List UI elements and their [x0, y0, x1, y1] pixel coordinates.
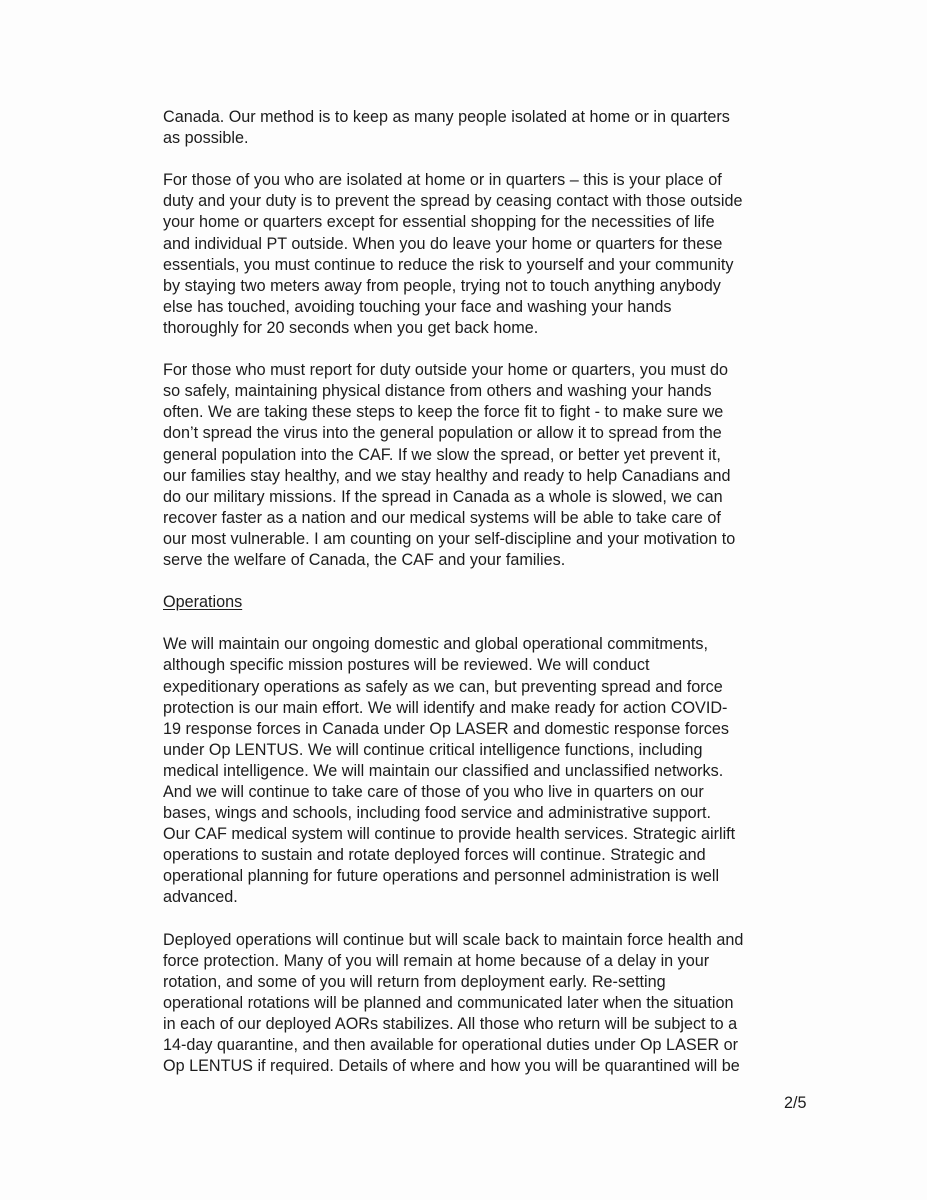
text-line: Canada. Our method is to keep as many people isolated at home or in quarters: [163, 108, 730, 126]
document-body: [163, 107, 823, 1077]
text-line: although specific mission postures will be reviewed. We will conduct: [163, 656, 650, 675]
heading-text: Operations: [163, 593, 243, 612]
text-line: by staying two meters away from people, trying not to touch anything anybody: [163, 276, 721, 295]
text-line: For those who must report for duty outside your home or quarters, you must do: [163, 361, 729, 380]
text-line: and individual PT outside. When you do leave your home or quarters for these: [163, 234, 723, 253]
paragraph-gap: [163, 149, 823, 170]
text-line: do our military missions. If the spread in Canada as a whole is slowed, we can: [163, 487, 723, 506]
text-line: operational planning for future operations and personnel administration is well: [163, 867, 720, 886]
page-number: 2/5: [784, 1094, 807, 1112]
paragraph-gap: [163, 339, 823, 360]
text-line: advanced.: [163, 888, 238, 907]
paragraph: [163, 930, 823, 1078]
text-line: often. We are taking these steps to keep the force fit to fight - to make sure we: [163, 403, 724, 422]
paragraph-gap: [163, 571, 823, 592]
text-line: And we will continue to take care of those of you who live in quarters on our: [163, 783, 704, 801]
text-line: Op LENTUS if required. Details of where and how you will be quarantined will be: [163, 1057, 740, 1076]
paragraph-gap: [163, 909, 823, 930]
text-line: operations to sustain and rotate deployed forces will continue. Strategic and: [163, 846, 706, 865]
paragraph: [163, 634, 823, 908]
paragraph: [163, 360, 823, 571]
text-line: medical intelligence. We will maintain our classified and unclassified networks.: [163, 761, 724, 780]
paragraph: [163, 170, 823, 339]
section-heading: [163, 592, 823, 613]
text-line: protection is our main effort. We will identify and make ready for action COVID-: [163, 698, 728, 717]
text-line: operational rotations will be planned and communicated later when the situation: [163, 993, 734, 1012]
text-line: recover faster as a nation and our medical systems will be able to take care of: [163, 508, 721, 527]
text-line: 14-day quarantine, and then available for operational duties under Op LASER or: [163, 1036, 739, 1055]
text-line: Our CAF medical system will continue to provide health services. Strategic airlift: [163, 825, 736, 844]
text-line: under Op LENTUS. We will continue critical intelligence functions, including: [163, 740, 703, 759]
text-line: duty and your duty is to prevent the spread by ceasing contact with those outside: [163, 192, 743, 211]
text-line: We will maintain our ongoing domestic and global operational commitments,: [163, 635, 708, 654]
text-line: so safely, maintaining physical distance from others and washing your hands: [163, 382, 712, 401]
text-line: general population into the CAF. If we slow the spread, or better yet prevent it,: [163, 445, 721, 464]
text-line: else has touched, avoiding touching your face and washing your hands: [163, 297, 672, 316]
text-line: as possible.: [163, 129, 249, 148]
text-line: For those of you who are isolated at home or in quarters – this is your place of: [163, 171, 722, 190]
text-line: bases, wings and schools, including food service and administrative support.: [163, 804, 711, 823]
text-line: essentials, you must continue to reduce the risk to yourself and your community: [163, 255, 734, 274]
text-line: your home or quarters except for essential shopping for the necessities of life: [163, 213, 715, 232]
text-line: don’t spread the virus into the general population or allow it to spread from the: [163, 424, 722, 443]
text-line: 19 response forces in Canada under Op LASER and domestic response forces: [163, 719, 729, 738]
text-line: force protection. Many of you will remain at home because of a delay in your: [163, 951, 710, 970]
text-line: our most vulnerable. I am counting on your self-discipline and your motivation to: [163, 529, 736, 548]
text-line: expeditionary operations as safely as we can, but preventing spread and force: [163, 677, 723, 696]
paragraph-gap: [163, 613, 823, 634]
text-line: rotation, and some of you will return from deployment early. Re-setting: [163, 972, 666, 991]
paragraph: [163, 107, 823, 149]
text-line: our families stay healthy, and we stay healthy and ready to help Canadians and: [163, 466, 731, 485]
text-line: thoroughly for 20 seconds when you get back home.: [163, 318, 539, 337]
text-line: Deployed operations will continue but will scale back to maintain force health and: [163, 930, 744, 949]
text-line: serve the welfare of Canada, the CAF and your families.: [163, 550, 566, 569]
text-line: in each of our deployed AORs stabilizes. All those who return will be subject to a: [163, 1015, 738, 1034]
